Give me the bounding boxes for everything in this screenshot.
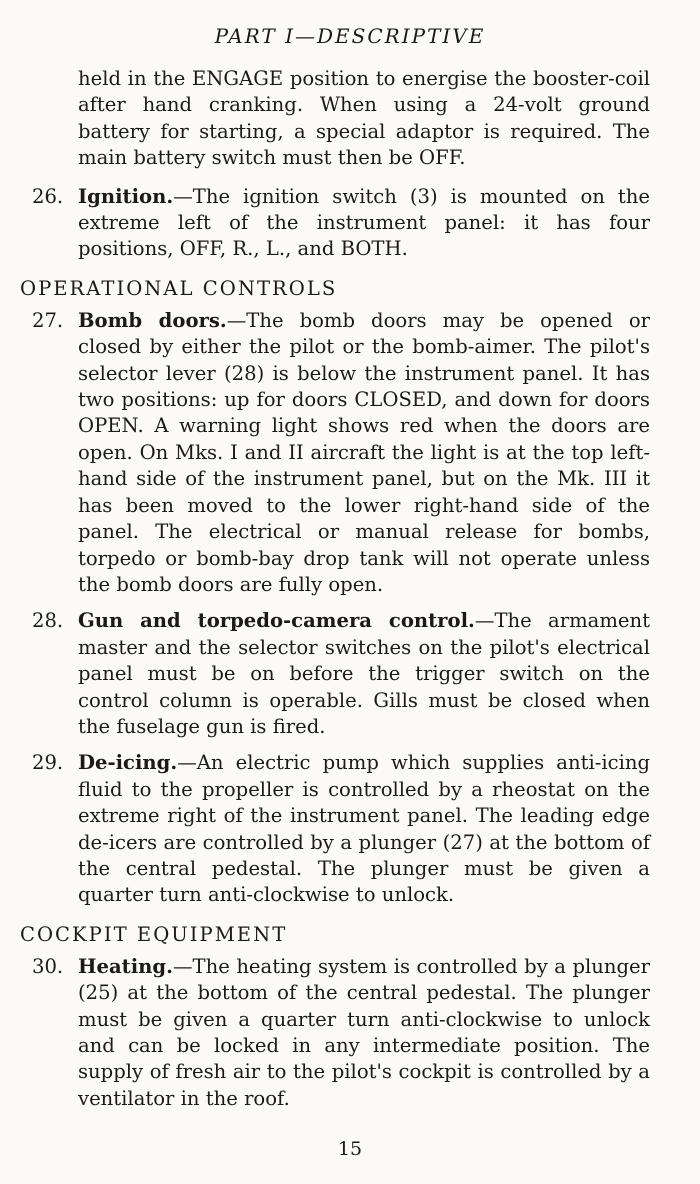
item-28-gun-camera-control xyxy=(20,608,650,740)
page-body xyxy=(20,66,650,1122)
item-heading: De-icing. xyxy=(78,751,178,775)
item-heading: Heating. xyxy=(78,954,173,978)
item-text: —The armament master and the selector switches on the pilot's electrical panel must be on before the trigger switch on the control column is operable. Gills must be closed when the fuselage gun is fired. xyxy=(78,609,650,738)
item-text: —The bomb doors may be opened or closed by either the pilot or the bomb-aimer. The pilot's selector lever (28) is below the instrument panel. It has two positions: up for doors CLOSED, and down for doors OPEN. A warning light shows red when the doors are open. On Mks. I and II aircraft the light is at the top left-hand side of the instrument panel, but on the Mk. III it has been moved to the lower right-hand side of the panel. The electrical or manual release for bombs, torpedo or bomb-bay drop tank will not operate unless the bomb doors are fully open. xyxy=(78,308,650,596)
item-30-heating xyxy=(20,954,650,1112)
item-number: 26. xyxy=(32,184,64,208)
page-number: 15 xyxy=(337,1138,363,1160)
item-heading: Gun and torpedo-camera control. xyxy=(78,609,475,633)
section-heading-cockpit-equipment: COCKPIT EQUIPMENT xyxy=(20,922,288,946)
item-heading: Bomb doors. xyxy=(78,308,227,332)
item-27-bomb-doors xyxy=(20,308,650,598)
item-heading: Ignition. xyxy=(78,184,174,208)
running-head: PART I—DESCRIPTIVE xyxy=(214,24,486,48)
item-number: 27. xyxy=(32,308,64,332)
continued-paragraph: held in the ENGAGE position to energise the booster-coil after hand cranking. When using a 24-volt ground battery for starting, a special adaptor is required. The main battery switch must then be OFF. xyxy=(78,67,650,170)
item-number: 29. xyxy=(32,751,64,775)
item-number: 30. xyxy=(32,954,64,978)
item-text: —An electric pump which supplies anti-icing fluid to the propeller is controlled by a rheostat on the extreme right of the instrument panel. The leading edge de-icers are controlled by a plunger (27) at the bottom of the central pedestal. The plunger must be given a quarter turn anti-clockwise to unlock. xyxy=(78,751,650,907)
section-heading-operational-controls: OPERATIONAL CONTROLS xyxy=(20,276,338,300)
item-number: 28. xyxy=(32,609,64,633)
item-text: —The heating system is controlled by a plunger (25) at the bottom of the central pedestal. The plunger must be given a quarter turn anti-clockwise to unlock and can be locked in any intermediate position. The supply of fresh air to the pilot's cockpit is controlled by a ventilator in the roof. xyxy=(78,954,650,1110)
item-26-ignition xyxy=(20,184,650,263)
item-text: —The ignition switch (3) is mounted on the extreme left of the instrument panel: it has four positions, OFF, R., L., and BOTH. xyxy=(78,184,650,261)
item-29-de-icing xyxy=(20,750,650,908)
